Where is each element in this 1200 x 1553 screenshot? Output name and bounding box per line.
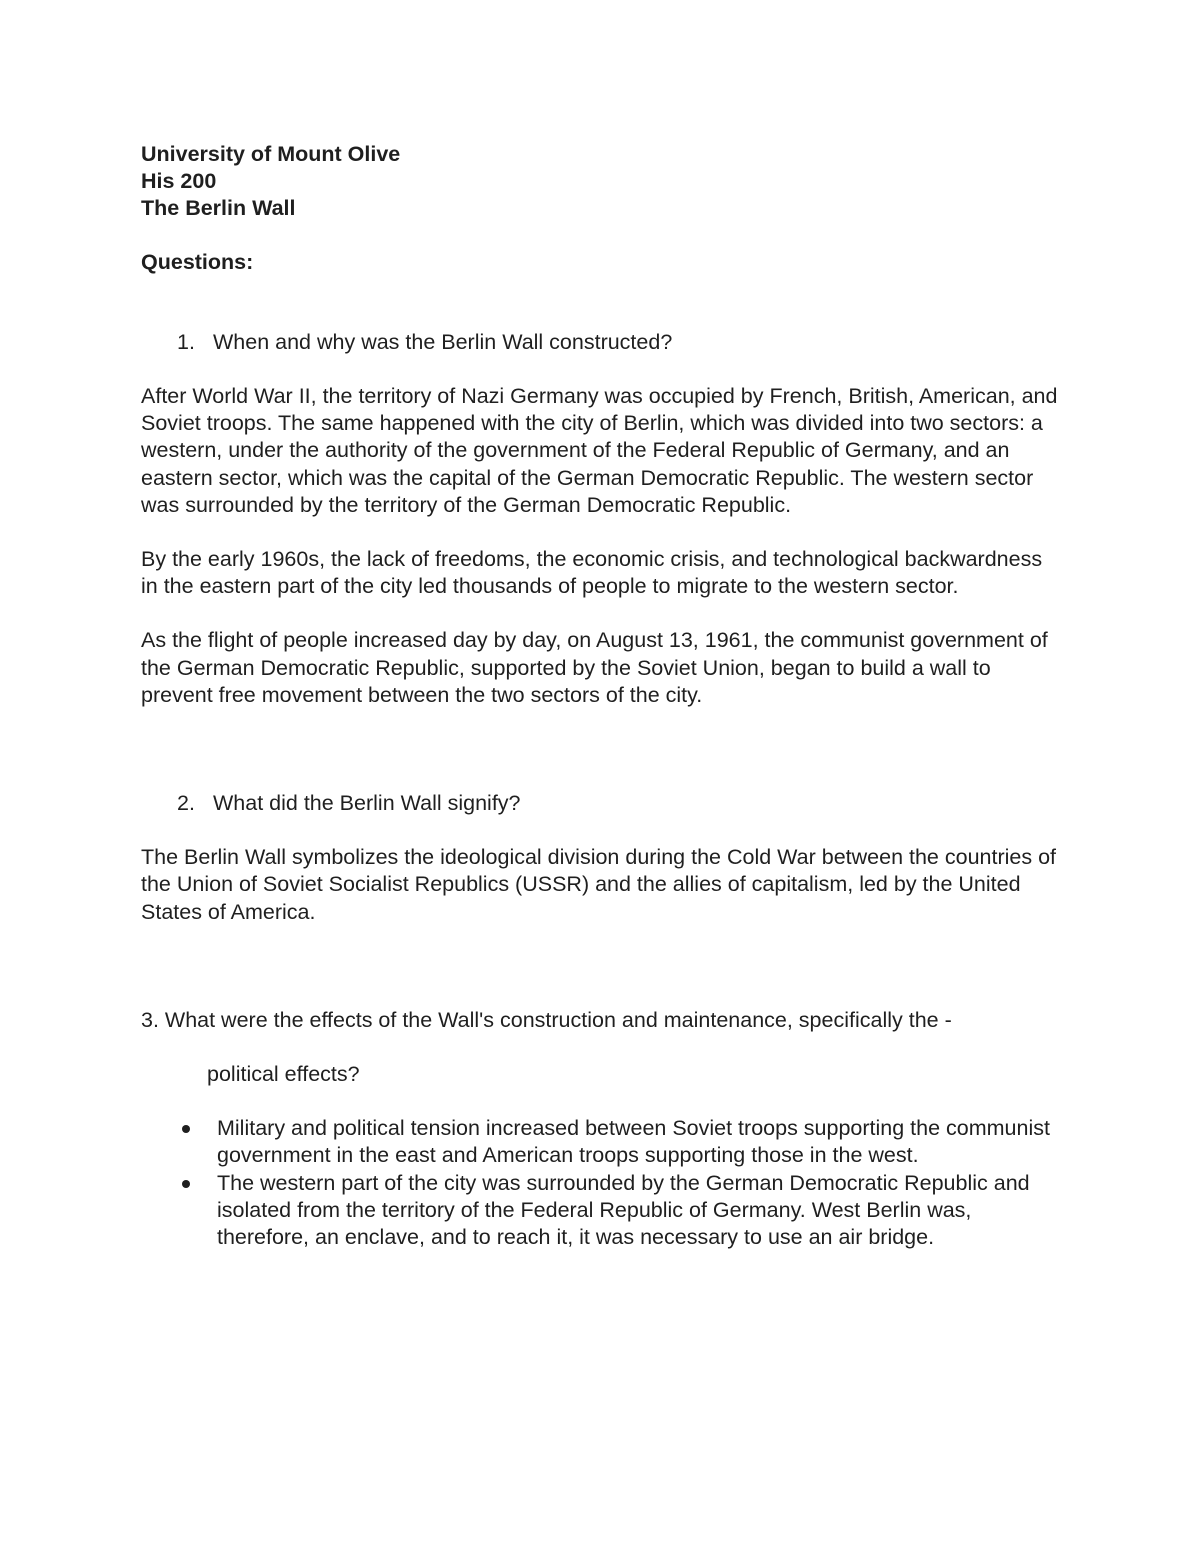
course-code: His 200 bbox=[141, 169, 217, 194]
bullet-icon bbox=[182, 1180, 190, 1188]
list-item bbox=[141, 1170, 1061, 1252]
document-body bbox=[141, 141, 1061, 1251]
question-2-number: 2. bbox=[177, 791, 195, 816]
question-1-answer-paragraph: By the early 1960s, the lack of freedoms, the economic crisis, and technological backwardness in the eastern part of the city led thousands of people to migrate to the western sector. bbox=[141, 547, 1043, 599]
question-3-subquestion: political effects? bbox=[207, 1062, 360, 1087]
question-3-text: 3. What were the effects of the Wall's construction and maintenance, specifically the - bbox=[141, 1007, 952, 1032]
question-1-answer-paragraph: After World War II, the territory of Nazi Germany was occupied by French, British, American, and Soviet troops. The same happened with the city of Berlin, which was divided into two sectors: a western, under the authority of the government of the Federal Republic of Germany, and an eastern sector, which was the capital of the German Democratic Republic. The western sector was surrounded by the territory of the German Democratic Republic. bbox=[141, 384, 1058, 517]
questions-heading: Questions: bbox=[141, 249, 254, 274]
question-2 bbox=[141, 790, 1061, 817]
question-1-text: When and why was the Berlin Wall constructed? bbox=[213, 329, 673, 354]
list-item bbox=[141, 1115, 1061, 1169]
institution-name: University of Mount Olive bbox=[141, 142, 401, 166]
question-1 bbox=[141, 329, 1061, 356]
bullet-icon bbox=[182, 1125, 190, 1133]
question-2-answer: The Berlin Wall symbolizes the ideological division during the Cold War between the countries of the Union of Soviet Socialist Republics (USSR) and the allies of capitalism, led by the United States of America. bbox=[141, 845, 1056, 924]
bullet-text: The western part of the city was surrounded by the German Democratic Republic and isolated from the territory of the Federal Republic of Germany. West Berlin was, therefore, an enclave, and to reach it, it was necessary to use an air bridge. bbox=[217, 1170, 1030, 1250]
question-1-number: 1. bbox=[177, 329, 195, 354]
document-title: The Berlin Wall bbox=[141, 196, 296, 221]
question-1-answer-paragraph: As the flight of people increased day by day, on August 13, 1961, the communist government of the German Democratic Republic, supported by the Soviet Union, began to build a wall to prevent free movement between the two sectors of the city. bbox=[141, 628, 1048, 707]
question-3-bullet-list bbox=[141, 1115, 1061, 1251]
question-2-text: What did the Berlin Wall signify? bbox=[213, 791, 521, 816]
bullet-text: Military and political tension increased between Soviet troops supporting the communist government in the east and American troops supporting those in the west. bbox=[217, 1116, 1050, 1168]
